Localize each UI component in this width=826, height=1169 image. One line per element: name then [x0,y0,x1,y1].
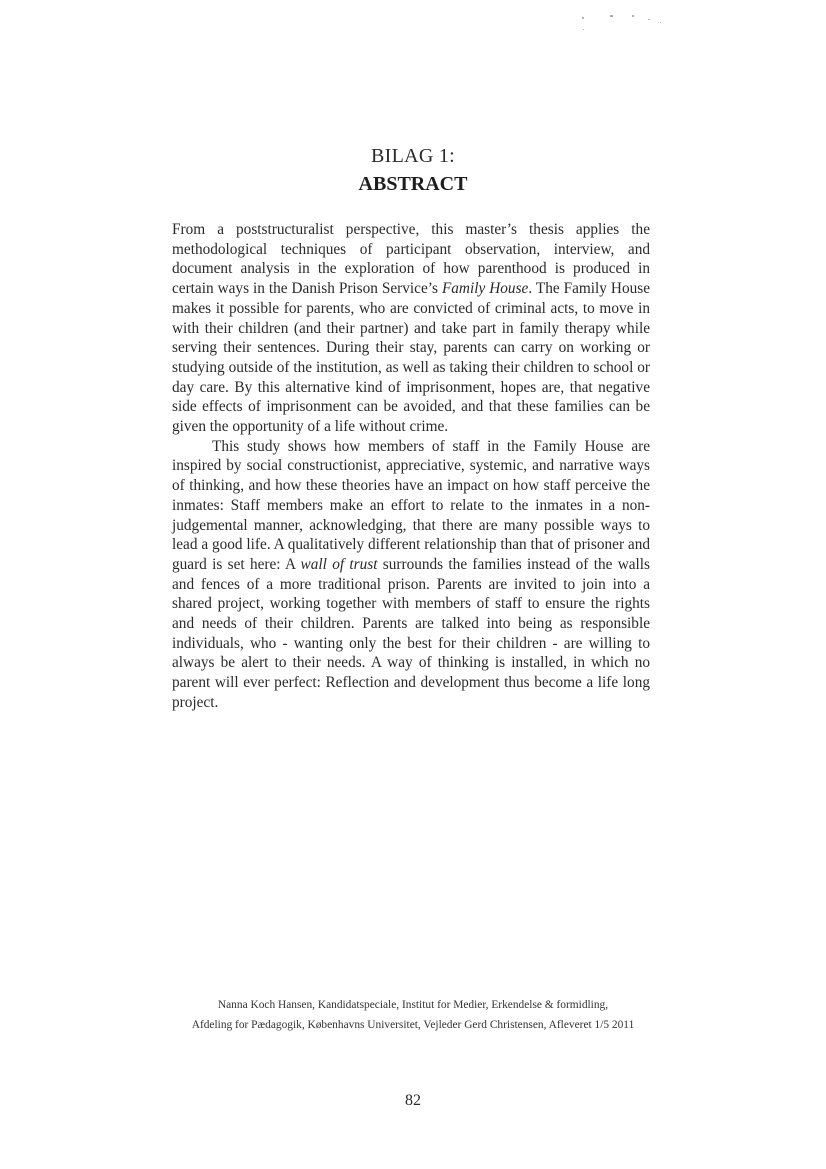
abstract-body [172,220,650,713]
abstract-paragraph-1 [172,220,650,437]
appendix-label: BILAG 1: [370,145,456,167]
paragraph-1-emphasis: Family House [441,280,529,298]
scan-speck [632,15,634,17]
abstract-paragraph-2 [172,437,650,713]
page-number: 82 [405,1092,421,1109]
scan-speck [610,15,613,17]
scan-speck [660,22,661,23]
page-footer [0,995,826,1035]
footer-line-2: Afdeling for Pædagogik, Københavns Universitet, Vejleder Gerd Christensen, Afleveret 1/5 2011 [191,1019,635,1031]
page-title: ABSTRACT [358,173,468,195]
scan-speck [582,17,584,19]
scan-speck [648,19,650,20]
paragraph-2-text-a: This study shows how members of staff in the Family House are inspired by social constructionist, appreciative, systemic, and narrative ways of thinking, and how these theories have an impact on how staff perceive the inmates: Staff members make an effort to relate to the inmates in a non-judgemental manner, acknowledging, that there are many possible ways to lead a good life. A qualitatively different relationship than that of prisoner and guard is set here: A [172,437,650,573]
paragraph-2-text-b: surrounds the families instead of the walls and fences of a more traditional prison. Parents are invited to join into a shared project, working together with members of staff to ensure the rights and needs of their children. Parents are talked into being as responsible individuals, who - wanting only the best for their children - are willing to always be alert to their needs. A way of thinking is installed, in which no parent will ever perfect: Reflection and development thus become a life long project. [172,555,651,711]
paragraph-2-emphasis: wall of trust [300,555,378,573]
paragraph-1-text-b: . The Family House makes it possible for parents, who are convicted of criminal acts, to move in with their children (and their partner) and take part in family therapy while serving their sentences. During their stay, parents can carry on working or studying outside of the institution, as well as taking their children to school or day care. By this alternative kind of imprisonment, hopes are, that negative side effects of imprisonment can be avoided, and that these families can be given the opportunity of a life without crime. [172,280,650,436]
scan-speck [583,29,584,30]
paragraph-1-text-a: From a poststructuralist perspective, this master’s thesis applies the methodological techniques of participant observation, interview, and document analysis in the exploration of how parenthood is produced in certain ways in the Danish Prison Service’s [172,221,650,298]
footer-line-1: Nanna Koch Hansen, Kandidatspeciale, Institut for Medier, Erkendelse & formidling, [217,999,609,1011]
